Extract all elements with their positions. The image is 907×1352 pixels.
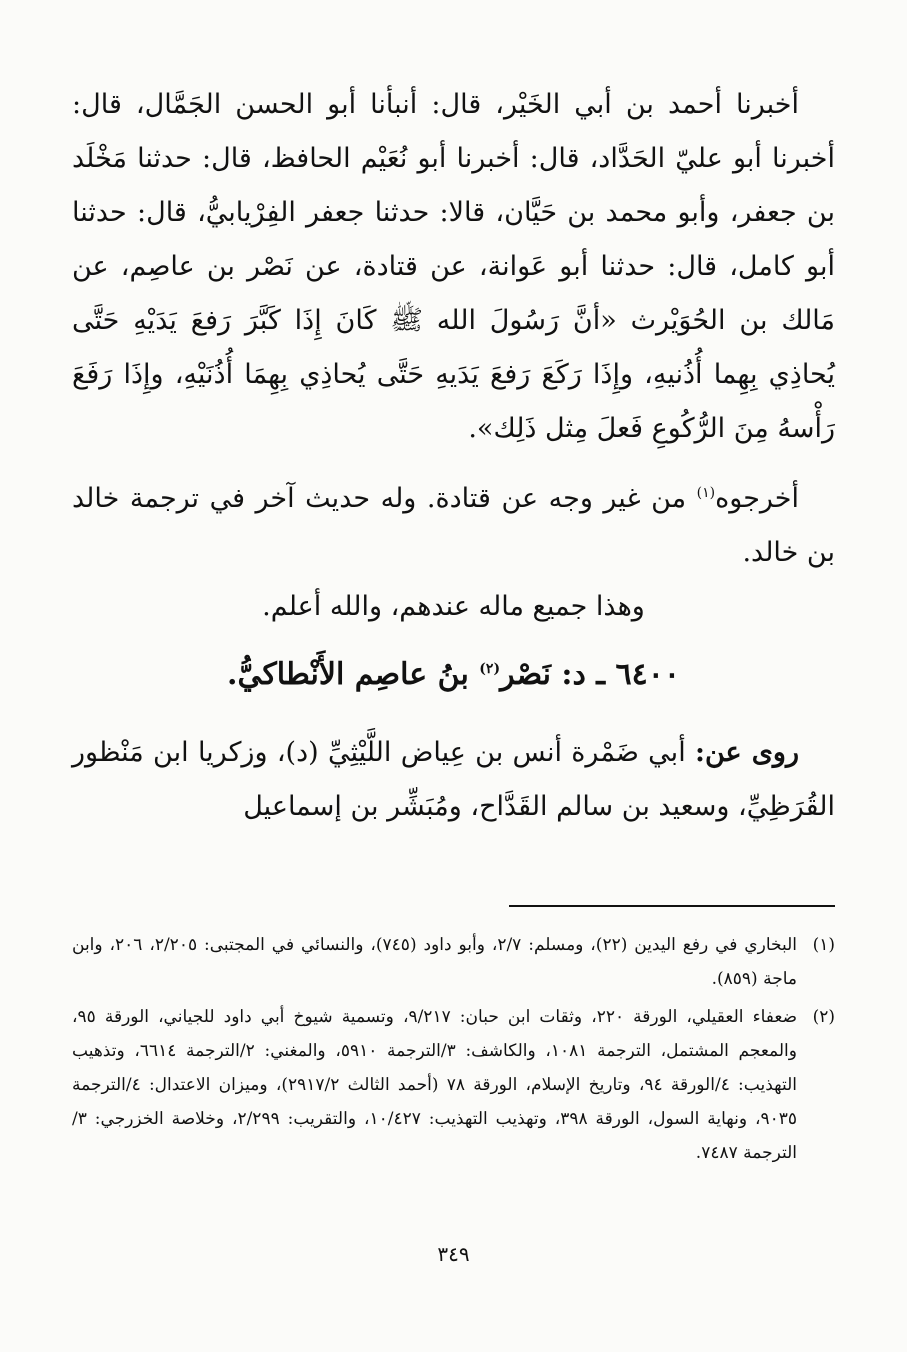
entry-heading-start: ٦٤٠٠ ـ د: نَصْر bbox=[500, 657, 680, 692]
footnote-1 bbox=[72, 928, 835, 996]
narrated-from-label: روى عن: bbox=[695, 737, 799, 768]
footnote-2 bbox=[72, 1000, 835, 1170]
footnote-ref-1: (١) bbox=[696, 485, 716, 501]
entry-heading bbox=[72, 648, 835, 702]
main-text bbox=[72, 78, 835, 834]
footnote-number: (٢) bbox=[812, 1007, 835, 1027]
closing-line: وهذا جميع ماله عندهم، والله أعلم. bbox=[262, 591, 645, 622]
narration-paragraph bbox=[72, 726, 835, 834]
footnote-text: البخاري في رفع اليدين (٢٢)، ومسلم: ٢/٧، وأبو داود (٧٤٥)، والنسائي في المجتبى: ٢/٢٠٥، ٢٠٦، وابن ماجة (٨٥٩). bbox=[72, 935, 798, 989]
takhrij-text-end: من غير وجه عن قتادة. وله حديث آخر في ترجمة خالد بن خالد. bbox=[72, 483, 835, 568]
footnote-text: ضعفاء العقيلي، الورقة ٢٢٠، وثقات ابن حبان: ٩/٢١٧، وتسمية شيوخ أبي داود للجياني، الورقة ٩٥، والمعجم المشتمل، الترجمة ١٠٨١، والكاشف: ٣/الترجمة ٥٩١٠، والمغني: ٢/الترجمة ٦٦١٤، وتذهيب التهذيب: ٤/الورقة ٩٤، وتاريخ الإسلام، الورقة ٧٨ (أحمد الثالث ٢٩١٧/٢)، وميزان الاعتدال: ٤/الترجمة ٩٠٣٥، ونهاية السول، الورقة ٣٩٨، وتهذيب التهذيب: ١٠/٤٢٧، والتقريب: ٢/٢٩٩، وخلاصة الخزرجي: ٣/الترجمة ٧٤٨٧. bbox=[72, 1007, 798, 1163]
takhrij-paragraph bbox=[72, 472, 835, 580]
hadith-paragraph: أخبرنا أحمد بن أبي الخَيْر، قال: أنبأنا أبو الحسن الجَمَّال، قال: أخبرنا أبو عليّ الحَدَّاد، قال: أخبرنا أبو نُعَيْم الحافظ، قال: حدثنا مَخْلَد بن جعفر، وأبو محمد بن حَيَّان، قالا: حدثنا جعفر الفِرْيابيُّ، قال: حدثنا أبو كامل، قال: حدثنا أبو عَوانة، عن قتادة، عن نَصْر بن عاصِم، عن مَالك بن الحُوَيْرث «أنَّ رَسُولَ الله ﷺ كَانَ إِذَا كَبَّرَ رَفعَ يَدَيْهِ حَتَّى يُحاذِي بِهِما أُذُنيهِ، وإِذَا رَكَعَ رَفعَ يَدَيهِ حَتَّى يُحاذِي بِهِمَا أُذُنَيْهِ، وإِذَا رَفَعَ رَأْسهُ مِنَ الرُّكُوعِ فَعلَ مِثل ذَلِك». bbox=[72, 89, 835, 444]
narrated-from-text: أبي ضَمْرة أنس بن عِياض اللَّيْثِيِّ (د)، وزكريا ابن مَنْظور القُرَظِيِّ، وسعيد بن سالم القَدَّاح، ومُبَشِّر بن إسماعيل bbox=[72, 737, 835, 822]
entry-heading-end: بنُ عاصِم الأَنْطاكيُّ. bbox=[227, 657, 480, 692]
takhrij-text-start: أخرجوه bbox=[715, 483, 799, 514]
footnote-ref-2: (٢) bbox=[479, 661, 501, 677]
footnote-number: (١) bbox=[812, 935, 835, 955]
footnote-separator bbox=[509, 905, 835, 907]
footnotes bbox=[72, 928, 835, 1174]
page-number: ٣٤٩ bbox=[437, 1242, 470, 1266]
